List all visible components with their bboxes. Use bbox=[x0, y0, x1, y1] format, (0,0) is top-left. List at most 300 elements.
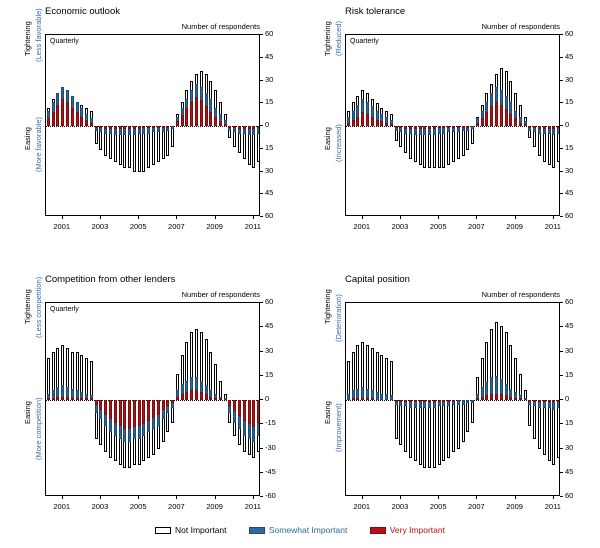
bar-segment-very-important bbox=[190, 390, 193, 400]
y-tick-label: 0 bbox=[265, 394, 270, 403]
bar-segment-very-important bbox=[248, 400, 251, 424]
y-tick-mark bbox=[260, 57, 263, 58]
y-tick-label: 45 bbox=[565, 188, 574, 198]
y-tick-label: 15 bbox=[565, 369, 574, 379]
bar-segment-very-important bbox=[147, 126, 150, 128]
bar-segment-very-important bbox=[90, 123, 93, 126]
bar-segment-very-important bbox=[104, 126, 107, 129]
bar-segment-very-important bbox=[428, 400, 431, 402]
y-tick-mark bbox=[260, 171, 263, 172]
bar-segment-very-important bbox=[76, 112, 79, 126]
bar-segment-very-important bbox=[114, 400, 117, 423]
y-tick-mark bbox=[560, 375, 563, 376]
bar-segment-very-important bbox=[114, 126, 117, 129]
bar-segment-somewhat-important bbox=[385, 394, 388, 400]
y-tick-label: 15 bbox=[565, 142, 574, 152]
bar-segment-very-important bbox=[85, 398, 88, 400]
bar-segment-very-important bbox=[56, 397, 59, 400]
x-tick-label: 2009 bbox=[206, 222, 223, 231]
x-tick-label: 2011 bbox=[244, 502, 261, 511]
units-label: Number of respondents bbox=[481, 290, 560, 299]
bar-segment-very-important bbox=[128, 400, 131, 429]
bar-segment-not-important bbox=[548, 400, 551, 461]
bar-segment-very-important bbox=[423, 400, 426, 402]
y-tick-label: 30 bbox=[265, 74, 274, 84]
bar-segment-very-important bbox=[185, 108, 188, 126]
bar-segment-very-important bbox=[376, 120, 379, 126]
bar-segment-very-important bbox=[361, 398, 364, 400]
y-tick-label: 0 bbox=[565, 120, 570, 129]
y-tick-mark bbox=[560, 125, 563, 126]
bar-segment-very-important bbox=[205, 106, 208, 126]
bar-segment-very-important bbox=[252, 126, 255, 129]
panel-title: Capital position bbox=[345, 274, 410, 285]
y-tick-label: 60 bbox=[265, 211, 274, 220]
bar-segment-very-important bbox=[138, 126, 141, 129]
bar-segment-very-important bbox=[219, 398, 222, 400]
bar-segment-very-important bbox=[438, 400, 441, 402]
bar-segment-very-important bbox=[452, 400, 455, 402]
y-tick-label: 60 bbox=[565, 297, 574, 306]
x-tick-label: 2001 bbox=[353, 502, 371, 511]
bar-segment-very-important bbox=[414, 126, 417, 129]
bar-segment-very-important bbox=[543, 126, 546, 129]
bar-segment-very-important bbox=[228, 126, 231, 128]
bar-segment-very-important bbox=[181, 394, 184, 400]
y-tick-mark bbox=[260, 326, 263, 327]
bar-segment-very-important bbox=[356, 117, 359, 126]
bar-segment-very-important bbox=[219, 121, 222, 126]
y-tick-label: 60 bbox=[565, 491, 574, 500]
bar-segment-very-important bbox=[138, 400, 141, 426]
bar-segment-not-important bbox=[552, 400, 555, 465]
plot-area-risk-tolerance bbox=[345, 34, 560, 216]
x-tick-mark bbox=[553, 496, 554, 499]
x-tick-label: 2003 bbox=[391, 502, 409, 511]
legend-item-not-important bbox=[155, 524, 227, 535]
bar-segment-very-important bbox=[409, 400, 412, 402]
x-tick-label: 2005 bbox=[429, 502, 447, 511]
bar-segment-very-important bbox=[399, 400, 402, 402]
y-tick-mark bbox=[560, 80, 563, 81]
y-tick-label: 15 bbox=[565, 97, 574, 107]
bar-segment-very-important bbox=[505, 109, 508, 126]
bar-segment-very-important bbox=[66, 102, 69, 126]
bar-segment-not-important bbox=[419, 400, 422, 465]
axis-label-easing: Easing bbox=[23, 127, 32, 150]
y-tick-label: -30 bbox=[265, 442, 276, 452]
bar-segment-very-important bbox=[233, 400, 236, 411]
y-tick-mark bbox=[260, 125, 263, 126]
bar-segment-very-important bbox=[109, 400, 112, 419]
bar-segment-very-important bbox=[533, 126, 536, 128]
axis-label-increased: (Increased) bbox=[334, 124, 343, 162]
y-tick-label: 45 bbox=[565, 466, 574, 476]
bar-segment-very-important bbox=[109, 126, 112, 129]
bar-segment-very-important bbox=[176, 121, 179, 126]
bar-segment-not-important bbox=[457, 400, 460, 449]
bar-segment-very-important bbox=[347, 123, 350, 126]
bar-segment-very-important bbox=[224, 124, 227, 126]
y-tick-mark bbox=[560, 57, 563, 58]
bar-segment-very-important bbox=[80, 398, 83, 400]
bar-segment-very-important bbox=[185, 392, 188, 400]
bar-segment-very-important bbox=[452, 126, 455, 128]
bar-segment-very-important bbox=[162, 400, 165, 410]
bar-segment-very-important bbox=[528, 400, 531, 402]
bar-segment-somewhat-important bbox=[462, 400, 465, 405]
units-label: Number of respondents bbox=[181, 290, 260, 299]
x-tick-label: 2001 bbox=[353, 222, 371, 231]
bar-segment-very-important bbox=[476, 123, 479, 126]
bar-segment-very-important bbox=[462, 126, 465, 128]
bar-segment-not-important bbox=[466, 400, 469, 432]
bar-segment-very-important bbox=[538, 126, 541, 129]
bar-segment-very-important bbox=[552, 400, 555, 402]
bar-segment-not-important bbox=[447, 400, 450, 458]
bar-segment-very-important bbox=[257, 126, 260, 128]
x-tick-mark bbox=[553, 216, 554, 219]
bar-segment-very-important bbox=[99, 126, 102, 128]
bar-segment-very-important bbox=[200, 100, 203, 126]
bar-segment-very-important bbox=[76, 398, 79, 400]
bar-segment-very-important bbox=[442, 126, 445, 128]
bar-segment-somewhat-important bbox=[466, 400, 469, 403]
bar-segment-very-important bbox=[371, 398, 374, 400]
bar-segment-very-important bbox=[99, 400, 102, 410]
bar-segment-very-important bbox=[52, 398, 55, 400]
bar-segment-very-important bbox=[385, 123, 388, 126]
bar-segment-very-important bbox=[524, 124, 527, 126]
axis-label-improvement: (Improvement) bbox=[334, 403, 343, 452]
bar-segment-very-important bbox=[509, 114, 512, 126]
legend-label-not-important: Not Important bbox=[175, 525, 227, 536]
y-tick-mark bbox=[560, 102, 563, 103]
bar-segment-very-important bbox=[371, 117, 374, 126]
y-tick-label: 30 bbox=[265, 165, 274, 175]
bar-segment-very-important bbox=[238, 126, 241, 129]
bar-segment-very-important bbox=[195, 390, 198, 400]
bar-segment-very-important bbox=[66, 397, 69, 400]
bar-segment-very-important bbox=[47, 398, 50, 400]
y-tick-mark bbox=[260, 102, 263, 103]
bar-segment-very-important bbox=[485, 395, 488, 400]
bar-segment-very-important bbox=[495, 394, 498, 400]
legend-label-very-important: Very Important bbox=[389, 525, 445, 536]
plot-area-capital-position bbox=[345, 302, 560, 496]
bar-segment-not-important bbox=[404, 400, 407, 452]
bar-segment-very-important bbox=[123, 126, 126, 129]
y-tick-label: 60 bbox=[265, 297, 274, 306]
axis-label-easing: Easing bbox=[323, 127, 332, 150]
bar-segment-very-important bbox=[548, 126, 551, 129]
bar-segment-very-important bbox=[147, 400, 150, 421]
bar-segment-very-important bbox=[490, 394, 493, 400]
bar-segment-very-important bbox=[395, 126, 398, 128]
bar-segment-very-important bbox=[438, 126, 441, 128]
bar-segment-very-important bbox=[209, 112, 212, 126]
x-tick-label: 2001 bbox=[53, 222, 71, 231]
y-tick-label: 0 bbox=[265, 120, 270, 129]
bar-segment-somewhat-important bbox=[524, 398, 527, 400]
x-tick-mark bbox=[215, 216, 216, 219]
bar-segment-very-important bbox=[228, 400, 231, 406]
bar-segment-very-important bbox=[519, 123, 522, 126]
bar-segment-very-important bbox=[485, 112, 488, 126]
bar-segment-somewhat-important bbox=[380, 394, 383, 400]
bar-segment-very-important bbox=[557, 400, 560, 402]
y-tick-mark bbox=[560, 326, 563, 327]
bar-segment-very-important bbox=[71, 398, 74, 400]
bar-segment-very-important bbox=[238, 400, 241, 416]
bar-segment-very-important bbox=[200, 392, 203, 400]
bar-segment-very-important bbox=[195, 97, 198, 126]
y-tick-label: 15 bbox=[265, 97, 274, 107]
axis-label-reduced: (Reduced) bbox=[334, 20, 343, 56]
bar-segment-not-important bbox=[395, 400, 398, 439]
y-tick-mark bbox=[560, 148, 563, 149]
bar-segment-very-important bbox=[209, 397, 212, 400]
bar-segment-very-important bbox=[352, 398, 355, 400]
x-tick-label: 2003 bbox=[391, 222, 409, 231]
bar-segment-very-important bbox=[500, 394, 503, 400]
axis-label-tightening: Tightening bbox=[323, 289, 332, 324]
x-tick-mark bbox=[515, 496, 516, 499]
bar-segment-not-important bbox=[433, 400, 436, 468]
frequency-label: Quarterly bbox=[50, 306, 79, 313]
x-tick-mark bbox=[215, 496, 216, 499]
bar-segment-very-important bbox=[533, 400, 536, 402]
legend-swatch-not-important bbox=[155, 527, 171, 534]
bar-series-group bbox=[346, 35, 559, 215]
bar-segment-very-important bbox=[248, 126, 251, 129]
y-tick-mark bbox=[260, 216, 263, 217]
axis-label-easing: Easing bbox=[323, 401, 332, 424]
bar-segment-not-important bbox=[428, 400, 431, 468]
panel-title: Economic outlook bbox=[45, 6, 120, 17]
x-tick-mark bbox=[515, 216, 516, 219]
y-tick-label: 45 bbox=[265, 188, 274, 198]
bar-series-group bbox=[346, 303, 559, 495]
y-tick-label: 30 bbox=[565, 165, 574, 175]
bar-segment-somewhat-important bbox=[376, 392, 379, 400]
bar-segment-very-important bbox=[95, 126, 98, 128]
bar-segment-very-important bbox=[152, 400, 155, 418]
bar-segment-very-important bbox=[176, 397, 179, 400]
y-tick-mark bbox=[560, 193, 563, 194]
frequency-label: Quarterly bbox=[50, 38, 79, 45]
axis-label-less-competition: (Less competition) bbox=[34, 276, 43, 338]
bar-segment-not-important bbox=[462, 126, 465, 156]
bar-segment-very-important bbox=[433, 400, 436, 402]
x-tick-mark bbox=[138, 496, 139, 499]
bar-segment-not-important bbox=[414, 400, 417, 461]
bar-segment-very-important bbox=[257, 400, 260, 423]
bar-segment-very-important bbox=[47, 118, 50, 126]
bar-series-group bbox=[46, 35, 259, 215]
bar-segment-very-important bbox=[495, 102, 498, 126]
y-tick-label: 60 bbox=[565, 29, 574, 38]
bar-segment-very-important bbox=[366, 114, 369, 126]
axis-label-more-favorable: (More favorable) bbox=[34, 116, 43, 172]
bar-segment-very-important bbox=[352, 120, 355, 126]
x-tick-mark bbox=[476, 496, 477, 499]
bar-segment-very-important bbox=[519, 398, 522, 400]
y-tick-label: 30 bbox=[265, 345, 274, 355]
bar-segment-somewhat-important bbox=[471, 126, 474, 129]
bar-segment-somewhat-important bbox=[390, 395, 393, 400]
axis-label-less-favorable: (Less favorable) bbox=[34, 8, 43, 62]
panel-title: Risk tolerance bbox=[345, 6, 406, 17]
y-tick-mark bbox=[560, 472, 563, 473]
bar-segment-not-important bbox=[462, 400, 465, 442]
axis-label-tightening: Tightening bbox=[23, 21, 32, 56]
bar-segment-very-important bbox=[457, 126, 460, 128]
bar-segment-very-important bbox=[119, 126, 122, 129]
bar-series-group bbox=[46, 303, 259, 495]
y-tick-label: -15 bbox=[265, 418, 276, 428]
bar-segment-very-important bbox=[61, 397, 64, 400]
bar-segment-very-important bbox=[476, 398, 479, 400]
x-tick-label: 2003 bbox=[91, 502, 109, 511]
bar-segment-very-important bbox=[157, 126, 160, 128]
bar-segment-very-important bbox=[152, 126, 155, 128]
y-tick-mark bbox=[260, 423, 263, 424]
y-tick-mark bbox=[260, 496, 263, 497]
bar-segment-very-important bbox=[85, 120, 88, 126]
units-label: Number of respondents bbox=[481, 22, 560, 31]
bar-segment-very-important bbox=[56, 105, 59, 126]
y-tick-label: 30 bbox=[565, 345, 574, 355]
panel-title: Competition from other lenders bbox=[45, 274, 176, 285]
bar-segment-very-important bbox=[442, 400, 445, 402]
bar-segment-not-important bbox=[409, 400, 412, 458]
y-tick-mark bbox=[260, 399, 263, 400]
y-tick-label: 30 bbox=[565, 442, 574, 452]
x-tick-label: 2001 bbox=[53, 502, 71, 511]
y-tick-label: 0 bbox=[565, 394, 570, 403]
bar-segment-very-important bbox=[80, 117, 83, 126]
bar-segment-somewhat-important bbox=[224, 398, 227, 400]
x-tick-mark bbox=[438, 216, 439, 219]
bar-segment-very-important bbox=[404, 126, 407, 129]
bar-segment-very-important bbox=[252, 400, 255, 427]
y-tick-mark bbox=[260, 448, 263, 449]
x-tick-mark bbox=[400, 216, 401, 219]
bar-segment-very-important bbox=[104, 400, 107, 415]
y-tick-mark bbox=[260, 375, 263, 376]
bar-segment-very-important bbox=[142, 400, 145, 424]
x-tick-label: 2003 bbox=[91, 222, 109, 231]
axis-label-tightening: Tightening bbox=[323, 21, 332, 56]
bar-segment-very-important bbox=[505, 395, 508, 400]
bar-segment-very-important bbox=[490, 106, 493, 126]
bar-segment-very-important bbox=[414, 400, 417, 402]
bar-segment-very-important bbox=[419, 126, 422, 129]
bar-segment-not-important bbox=[442, 400, 445, 461]
bar-segment-very-important bbox=[447, 126, 450, 128]
bar-segment-very-important bbox=[356, 398, 359, 400]
x-tick-mark bbox=[362, 496, 363, 499]
frequency-label: Quarterly bbox=[350, 38, 379, 45]
x-tick-mark bbox=[400, 496, 401, 499]
bar-segment-very-important bbox=[509, 397, 512, 400]
x-tick-mark bbox=[176, 496, 177, 499]
y-tick-mark bbox=[260, 80, 263, 81]
bar-segment-not-important bbox=[557, 400, 560, 458]
y-tick-mark bbox=[260, 302, 263, 303]
bar-segment-very-important bbox=[142, 126, 145, 128]
bar-segment-very-important bbox=[404, 400, 407, 402]
x-tick-label: 2007 bbox=[468, 502, 485, 511]
legend-label-somewhat-important: Somewhat Important bbox=[268, 525, 348, 536]
bar-segment-very-important bbox=[214, 398, 217, 400]
legend-swatch-somewhat-important bbox=[249, 527, 265, 534]
bar-segment-very-important bbox=[409, 126, 412, 129]
y-tick-mark bbox=[260, 351, 263, 352]
bar-segment-very-important bbox=[528, 126, 531, 128]
y-tick-mark bbox=[560, 171, 563, 172]
bar-segment-not-important bbox=[543, 400, 546, 455]
bar-segment-very-important bbox=[52, 112, 55, 126]
y-tick-label: 45 bbox=[265, 321, 274, 331]
x-tick-mark bbox=[476, 216, 477, 219]
x-tick-label: 2011 bbox=[544, 222, 561, 231]
bar-segment-very-important bbox=[466, 126, 469, 128]
bar-segment-very-important bbox=[233, 126, 236, 128]
bar-segment-very-important bbox=[481, 397, 484, 400]
bar-segment-very-important bbox=[190, 102, 193, 126]
x-tick-label: 2005 bbox=[129, 222, 147, 231]
bar-segment-very-important bbox=[133, 400, 136, 427]
bar-segment-somewhat-important bbox=[171, 126, 174, 129]
y-tick-mark bbox=[260, 472, 263, 473]
bar-segment-very-important bbox=[423, 126, 426, 129]
bar-segment-very-important bbox=[500, 105, 503, 126]
bar-segment-somewhat-important bbox=[457, 400, 460, 405]
y-tick-mark bbox=[560, 423, 563, 424]
bar-segment-not-important bbox=[166, 126, 169, 156]
bar-segment-very-important bbox=[243, 400, 246, 421]
y-tick-label: 45 bbox=[565, 321, 574, 331]
bar-segment-very-important bbox=[361, 112, 364, 126]
bar-segment-very-important bbox=[128, 126, 131, 129]
bar-segment-very-important bbox=[548, 400, 551, 402]
y-tick-mark bbox=[560, 496, 563, 497]
bar-segment-very-important bbox=[514, 118, 517, 126]
bar-segment-very-important bbox=[181, 115, 184, 126]
axis-label-more-competition: (More competition) bbox=[34, 397, 43, 460]
x-tick-mark bbox=[176, 216, 177, 219]
bar-segment-very-important bbox=[552, 126, 555, 129]
bar-segment-very-important bbox=[390, 124, 393, 126]
bar-segment-very-important bbox=[133, 126, 136, 129]
x-tick-label: 2005 bbox=[429, 222, 447, 231]
y-tick-mark bbox=[260, 148, 263, 149]
y-tick-label: 30 bbox=[565, 74, 574, 84]
plot-area-competition bbox=[45, 302, 260, 496]
y-tick-label: -60 bbox=[265, 491, 276, 500]
y-tick-label: 45 bbox=[565, 51, 574, 61]
bar-segment-very-important bbox=[543, 400, 546, 402]
bar-segment-very-important bbox=[162, 126, 165, 128]
bar-segment-very-important bbox=[380, 121, 383, 126]
bar-segment-very-important bbox=[157, 400, 160, 415]
bar-segment-very-important bbox=[166, 400, 169, 406]
bar-segment-very-important bbox=[90, 398, 93, 400]
x-tick-label: 2005 bbox=[129, 502, 147, 511]
bar-segment-very-important bbox=[428, 126, 431, 129]
